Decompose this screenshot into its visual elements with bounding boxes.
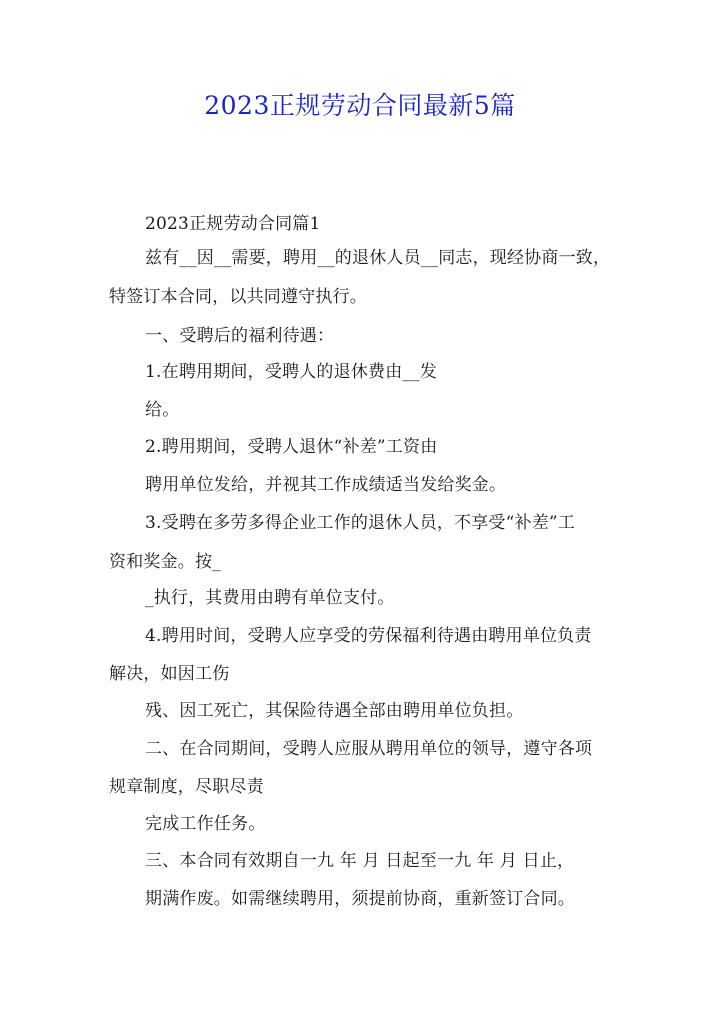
paragraph-line: _执行，其费用由聘有单位支付。 [145,588,395,608]
paragraph-line: 资和奖金。按_ [109,552,221,572]
section-heading: 2023正规劳动合同篇1 [145,214,321,234]
paragraph-line: 给。 [145,400,180,420]
paragraph-line: 二、在合同期间，受聘人应服从聘用单位的领导，遵守各项 [145,739,593,759]
paragraph-line: 1.在聘用期间，受聘人的退休费由__发 [145,362,438,382]
paragraph-line: 3.受聘在多劳多得企业工作的退休人员，不享受“补差”工 [145,513,576,533]
paragraph-line: 期满作废。如需继续聘用，须提前协商，重新签订合同。 [145,889,575,909]
document-title: 2023正规劳动合同最新5篇 [204,91,516,120]
paragraph-line: 完成工作任务。 [145,814,266,834]
paragraph-line: 聘用单位发给，并视其工作成绩适当发给奖金。 [145,475,507,495]
paragraph-line: 2.聘用期间，受聘人退休“补差”工资由 [145,437,438,457]
paragraph-line: 残、因工死亡，其保险待遇全部由聘用单位负担。 [145,701,524,721]
paragraph-line: 规章制度，尽职尽责 [109,777,264,797]
paragraph-line: 兹有__因__需要，聘用__的退休人员__同志，现经协商一致， [145,248,611,268]
paragraph-line: 特签订本合同，以共同遵守执行。 [109,287,367,307]
paragraph-line: 一、受聘后的福利待遇： [145,326,335,346]
paragraph-line: 三、本合同有效期自一九 年 月 日起至一九 年 月 日止， [145,851,575,871]
paragraph-line: 解决，如因工伤 [109,664,230,684]
paragraph-line: 4.聘用时间，受聘人应享受的劳保福利待遇由聘用单位负责 [145,626,592,646]
